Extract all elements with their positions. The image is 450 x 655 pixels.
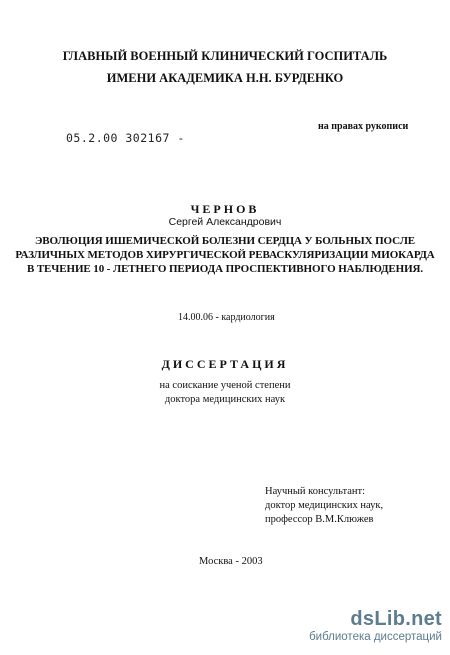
place-and-year: Москва - 2003 xyxy=(199,556,263,567)
dissertation-title-line: ЭВОЛЮЦИЯ ИШЕМИЧЕСКОЙ БОЛЕЗНИ СЕРДЦА У БОЛЬНЫХ ПОСЛЕ xyxy=(34,235,416,247)
advisor-line: Научный консультант: xyxy=(265,486,366,497)
degree-purpose-line: на соискание ученой степени xyxy=(159,380,291,391)
organization-line-2: ИМЕНИ АКАДЕМИКА Н.Н. БУРДЕНКО xyxy=(106,71,344,85)
author-surname: ЧЕРНОВ xyxy=(190,202,260,216)
degree-purpose-line: доктора медицинских наук xyxy=(164,394,286,405)
archive-stamp: 05.2.00 302167 - xyxy=(66,131,185,145)
dissertation-title-line: РАЗЛИЧНЫХ МЕТОДОВ ХИРУРГИЧЕСКОЙ РЕВАСКУЛЯРИЗАЦИИ МИОКАРДА xyxy=(15,249,435,261)
watermark-tagline: библиотека диссертаций xyxy=(309,631,442,643)
advisor-line: доктор медицинских наук, xyxy=(265,500,384,511)
author-given-names: Сергей Александрович xyxy=(168,216,282,228)
document-type: ДИССЕРТАЦИЯ xyxy=(161,357,289,371)
organization-line-1: ГЛАВНЫЙ ВОЕННЫЙ КЛИНИЧЕСКИЙ ГОСПИТАЛЬ xyxy=(62,49,388,63)
watermark-logo: dsLib.net xyxy=(350,608,442,630)
specialty-code: 14.00.06 - кардиология xyxy=(178,312,275,323)
dslib-watermark[interactable] xyxy=(309,609,442,644)
dissertation-title-line: В ТЕЧЕНИЕ 10 - ЛЕТНЕГО ПЕРИОДА ПРОСПЕКТИВНОГО НАБЛЮДЕНИЯ. xyxy=(26,263,424,275)
advisor-line: профессор В.М.Клюжев xyxy=(265,514,374,525)
rights-note: на правах рукописи xyxy=(318,121,409,132)
